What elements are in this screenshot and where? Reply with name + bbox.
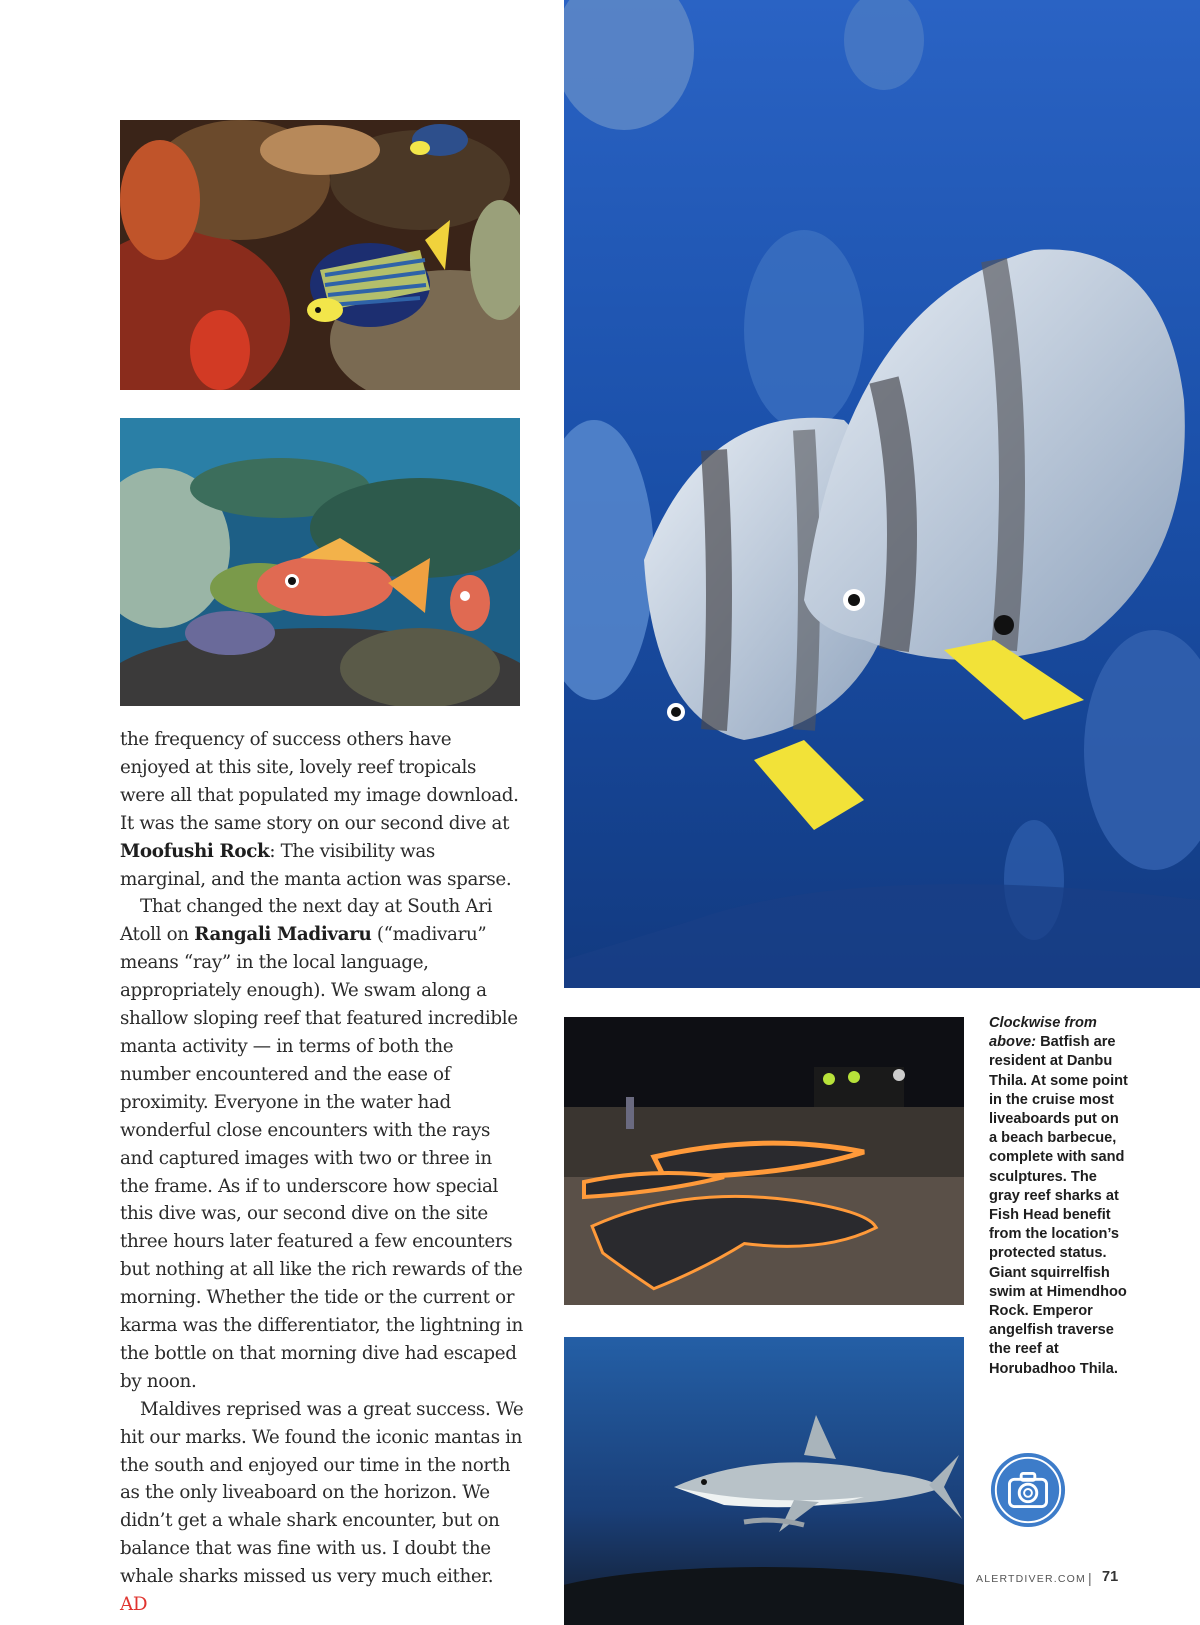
photo-caption xyxy=(989,1014,1129,1379)
footer-site: ALERTDIVER.COM xyxy=(976,1573,1086,1585)
footer-separator: | xyxy=(1088,1570,1092,1586)
photo-gray-reef-shark xyxy=(564,1337,964,1625)
photo-giant-squirrelfish xyxy=(120,418,520,706)
photo-emperor-angelfish xyxy=(120,120,520,390)
article-paragraph: Maldives reprised was a great success. We hit our marks. We found the iconic mantas in the south and enjoyed our time in the north as the only liveaboard on the horizon. We didn’t get a whale shark encounter, but on balance that was fine with us. I doubt the whale sharks missed us very much either. AD xyxy=(120,1398,524,1616)
camera-icon xyxy=(989,1451,1067,1529)
photo-beach-sand-sculpture xyxy=(564,1017,964,1305)
dive-site-name: Rangali Madivaru xyxy=(194,924,372,946)
article-paragraph: the frequency of success others have enjoyed at this site, lovely reef tropicals were all that populated my image download. It was the same story on our second dive at Moofushi Rock: The visibility was marginal, and the manta action was sparse. xyxy=(120,729,519,890)
caption-body: Batfish are resident at Danbu Thila. At some point in the cruise most liveaboards put on a beach barbecue, complete with sand sculptures. The gray reef sharks at Fish Head benefit from the location’s protected status. Giant squirrelfish swim at Himendhoo Rock. Emperor angelfish traverse the reef at Horubadhoo Thila. xyxy=(989,1034,1128,1377)
page-footer xyxy=(976,1568,1186,1590)
dive-site-name: Moofushi Rock xyxy=(120,840,270,862)
caption-lead: Clockwise from above: xyxy=(989,1015,1097,1051)
article-paragraph: That changed the next day at South Ari Atoll on Rangali Madivaru (“madivaru” means “ray” in the local language, appropriately enough). We swam along a shallow sloping reef that featured incredible manta activity — in terms of both the number encountered and the ease of proximity. Everyone in the water had wonderful close encounters with the rays and captured images with two or three in the frame. As if to underscore how special this dive was, our second dive on the site three hours later featured a few encounters but nothing at all like the rich rewards of the morning. Whether the tide or the current or karma was the differentiator, the lightning in the bottle on that morning dive had escaped by noon. xyxy=(120,896,523,1392)
photo-batfish-danbu-thila xyxy=(564,0,1200,988)
page-number: 71 xyxy=(1102,1569,1119,1585)
article-body xyxy=(120,726,524,1619)
end-mark: AD xyxy=(120,1594,148,1616)
